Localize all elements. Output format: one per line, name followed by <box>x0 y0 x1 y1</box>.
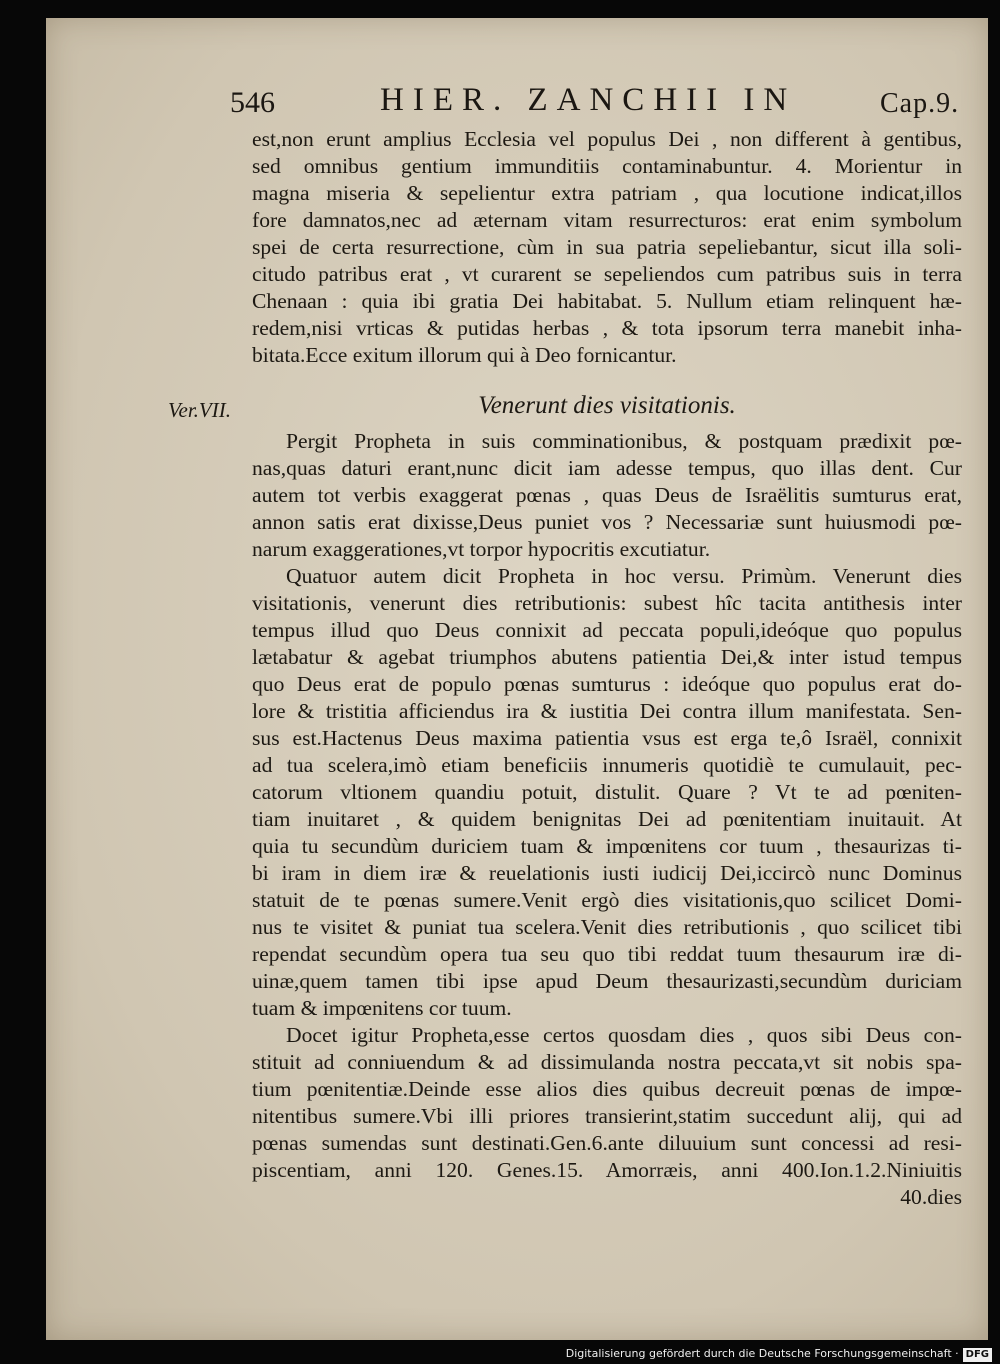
text-line: nas,quas daturi erant,nunc dicit iam adesse tempus, quo illas dent. Cur <box>252 456 962 480</box>
text-line: Pergit Propheta in suis comminationibus, & postquam prædixit pœ- <box>286 429 962 453</box>
text-line: redem,nisi vrticas & putidas herbas , & tota ipsorum terra manebit inha- <box>252 316 962 340</box>
text-line: uinæ,quem tamen tibi ipse apud Deum thesaurizasti,secundùm duriciam <box>252 969 962 993</box>
text-block-top <box>252 126 962 369</box>
verse-title: Venerunt dies visitationis. <box>478 392 736 419</box>
running-head: HIER. ZANCHII IN <box>380 82 797 118</box>
text-line: bitata.Ecce exitum illorum qui à Deo fornicantur. <box>252 343 677 367</box>
footer-credit: Digitalisierung gefördert durch die Deutsche Forschungsgemeinschaft · <box>565 1347 959 1360</box>
text-line: sus est.Hactenus Deus maxima patientia vsus est erga te,ô Israël, connixit <box>252 726 962 750</box>
text-line: magna miseria & sepelientur extra patriam , qua locutione indicat,illos <box>252 181 962 205</box>
text-line: autem tot verbis exaggerat pœnas , quas Deus de Israëlitis sumturus erat, <box>252 483 962 507</box>
text-line: nitentibus sumere.Vbi illi priores transierint,statim succedunt alij, qui ad <box>252 1104 962 1128</box>
text-line: citudo patribus erat , vt curarent se sepeliendos cum patribus suis in terra <box>252 262 962 286</box>
text-line: statuit de te pœnas sumere.Venit ergò dies visitationis,quo scilicet Domi- <box>252 888 962 912</box>
text-line: annon satis erat dixisse,Deus puniet vos ? Necessariæ sunt huiusmodi pœ- <box>252 510 962 534</box>
text-line: Quatuor autem dicit Propheta in hoc versu. Primùm. Venerunt dies <box>286 564 962 588</box>
text-line: Docet igitur Propheta,esse certos quosdam dies , quos sibi Deus con- <box>286 1023 962 1047</box>
text-line: tuam & impœnitens cor tuum. <box>252 996 512 1020</box>
text-line: visitationis, venerunt dies retributionis: subest hîc tacita antithesis inter <box>252 591 962 615</box>
text-line: quia tu secundùm duriciem tuam & impœnitens cor tuum , thesaurizas ti- <box>252 834 962 858</box>
text-line: sed omnibus gentium immunditiis contaminabuntur. 4. Morientur in <box>252 154 962 178</box>
chapter-heading: Cap.9. <box>880 88 960 119</box>
text-line: est,non erunt amplius Ecclesia vel populus Dei , non different à gentibus, <box>252 127 962 151</box>
text-line: pœnas sumendas sunt destinati.Gen.6.ante diluuium sunt concessi ad resi- <box>252 1131 962 1155</box>
text-line: tempus illud quo Deus connixit ad peccata populi,ideóque quo populus <box>252 618 962 642</box>
text-line: catorum vltionem quandiu potuit, distulit. Quare ? Vt te ad pœniten- <box>252 780 962 804</box>
text-line: lore & tristitia afficiendus ira & iustitia Dei contra illum manifestata. Sen- <box>252 699 962 723</box>
catchword: 40.dies <box>900 1185 962 1209</box>
text-line: tiam inuitaret , & quidem benignitas Dei ad pœnitentiam inuitauit. At <box>252 807 962 831</box>
text-line: narum exaggerationes,vt torpor hypocritis excutiatur. <box>252 537 711 561</box>
text-line: tium pœnitentiæ.Deinde esse alios dies quibus decreuit pœnas de impœ- <box>252 1077 962 1101</box>
digitization-footer <box>0 1344 992 1364</box>
text-line: rependat secundùm opera tua seu quo tibi reddat tuum thesaurum iræ di- <box>252 942 962 966</box>
text-line: bi iram in diem iræ & reuelationis iusti iudicij Dei,iccircò nunc Dominus <box>252 861 962 885</box>
text-line: lætabatur & agebat triumphos abutens patientia Dei,& inter istud tempus <box>252 645 962 669</box>
text-line: piscentiam, anni 120. Genes.15. Amorræis, anni 400.Ion.1.2.Niniuitis <box>252 1158 962 1182</box>
text-line: stituit ad conniuendum & ad dissimulanda nostra peccata,vt sit nobis spa- <box>252 1050 962 1074</box>
folio-number: 546 <box>230 86 275 119</box>
text-block-main <box>252 428 962 1211</box>
dfg-logo: DFG <box>963 1348 992 1362</box>
text-line: fore damnatos,nec ad æternam vitam resurrecturos: erat enim symbolum <box>252 208 962 232</box>
text-line: Chenaan : quia ibi gratia Dei habitabat. 5. Nullum etiam relinquent hæ- <box>252 289 962 313</box>
text-line: quo Deus erat de populo pœnas sumturus : ideóque quo populus erat do- <box>252 672 962 696</box>
text-line: spei de certa resurrectione, cùm in sua patria sepeliebantur, sicut illa soli- <box>252 235 962 259</box>
margin-note: Ver.VII. <box>168 398 231 422</box>
text-line: ad tua scelera,imò etiam beneficiis innumeris quotidiè te cumulauit, pec- <box>252 753 962 777</box>
text-line: nus te visitet & puniat tua scelera.Venit dies retributionis , quo scilicet tibi <box>252 915 962 939</box>
